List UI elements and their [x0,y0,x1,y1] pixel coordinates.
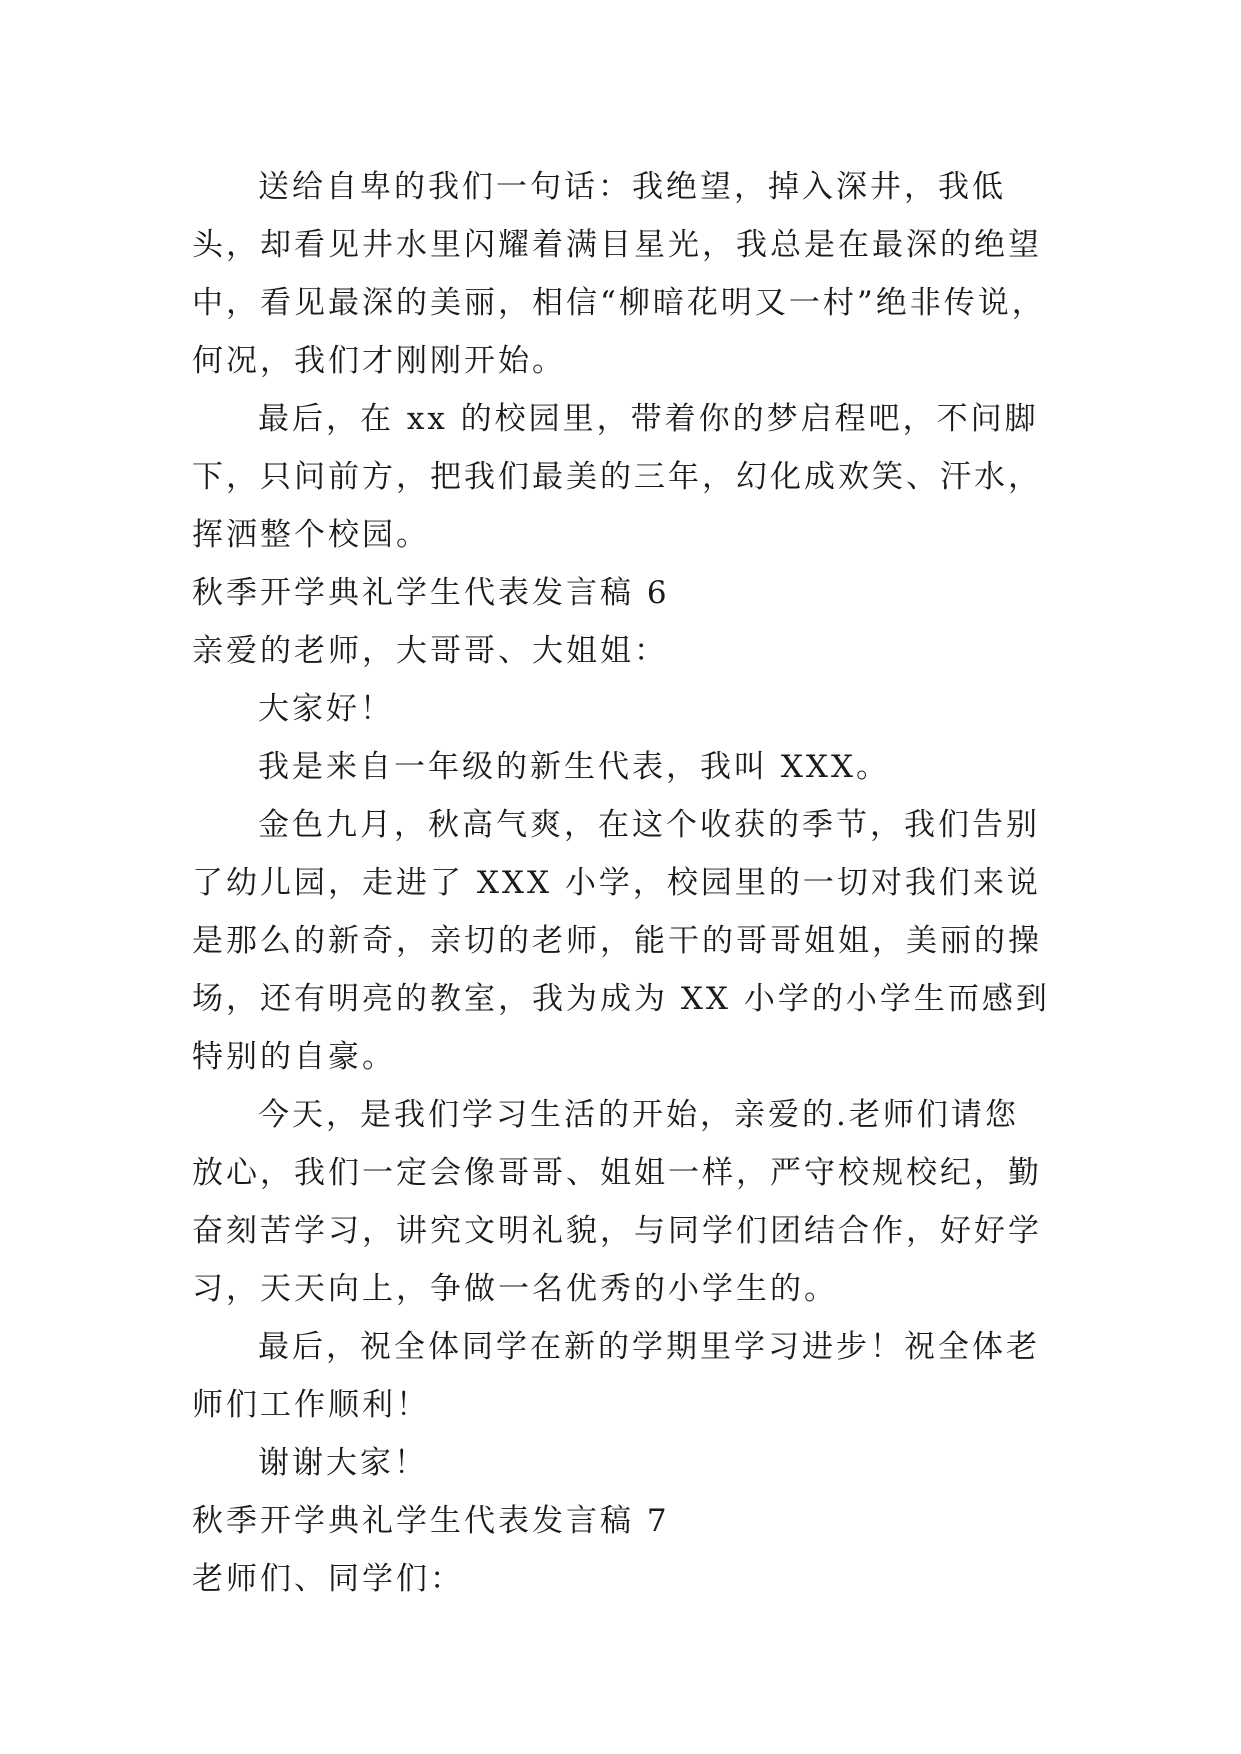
paragraph-encouragement: 送给自卑的我们一句话：我绝望，掉入深井，我低头，却看见井水里闪耀着满目星光，我总是在最深的绝望中，看见最深的美丽，相信“柳暗花明又一村”绝非传说，何况，我们才刚刚开始。 [192,169,1046,379]
paragraph-thanks: 谢谢大家！ [258,1445,428,1481]
salutation-7: 老师们、同学们： [192,1561,464,1597]
paragraph-self-intro: 我是来自一年级的新生代表，我叫 XXX。 [258,749,891,785]
salutation-6: 亲爱的老师，大哥哥、大姐姐： [192,633,668,669]
paragraph-closing-wish: 最后，在 xx 的校园里，带着你的梦启程吧，不问脚下，只问前方，把我们最美的三年，幻化成欢笑、汗水，挥洒整个校园。 [192,401,1042,553]
paragraph-september: 金色九月，秋高气爽，在这个收获的季节，我们告别了幼儿园，走进了 XXX 小学，校园里的一切对我们来说是那么的新奇，亲切的老师，能干的哥哥姐姐，美丽的操场，还有明亮的教室，我为成为 XX 小学的小学生而感到特别的自豪。 [192,807,1050,1075]
section-heading-6: 秋季开学典礼学生代表发言稿 6 [192,575,670,611]
document-body [192,158,1052,1608]
paragraph-blessing: 最后，祝全体同学在新的学期里学习进步！祝全体老师们工作顺利！ [192,1329,1040,1423]
paragraph-greeting: 大家好！ [258,691,394,727]
section-heading-7: 秋季开学典礼学生代表发言稿 7 [192,1503,670,1539]
paragraph-promise: 今天，是我们学习生活的开始，亲爱的.老师们请您放心，我们一定会像哥哥、姐姐一样，严守校规校纪，勤奋刻苦学习，讲究文明礼貌，与同学们团结合作，好好学习，天天向上，争做一名优秀的小学生的。 [192,1097,1042,1307]
